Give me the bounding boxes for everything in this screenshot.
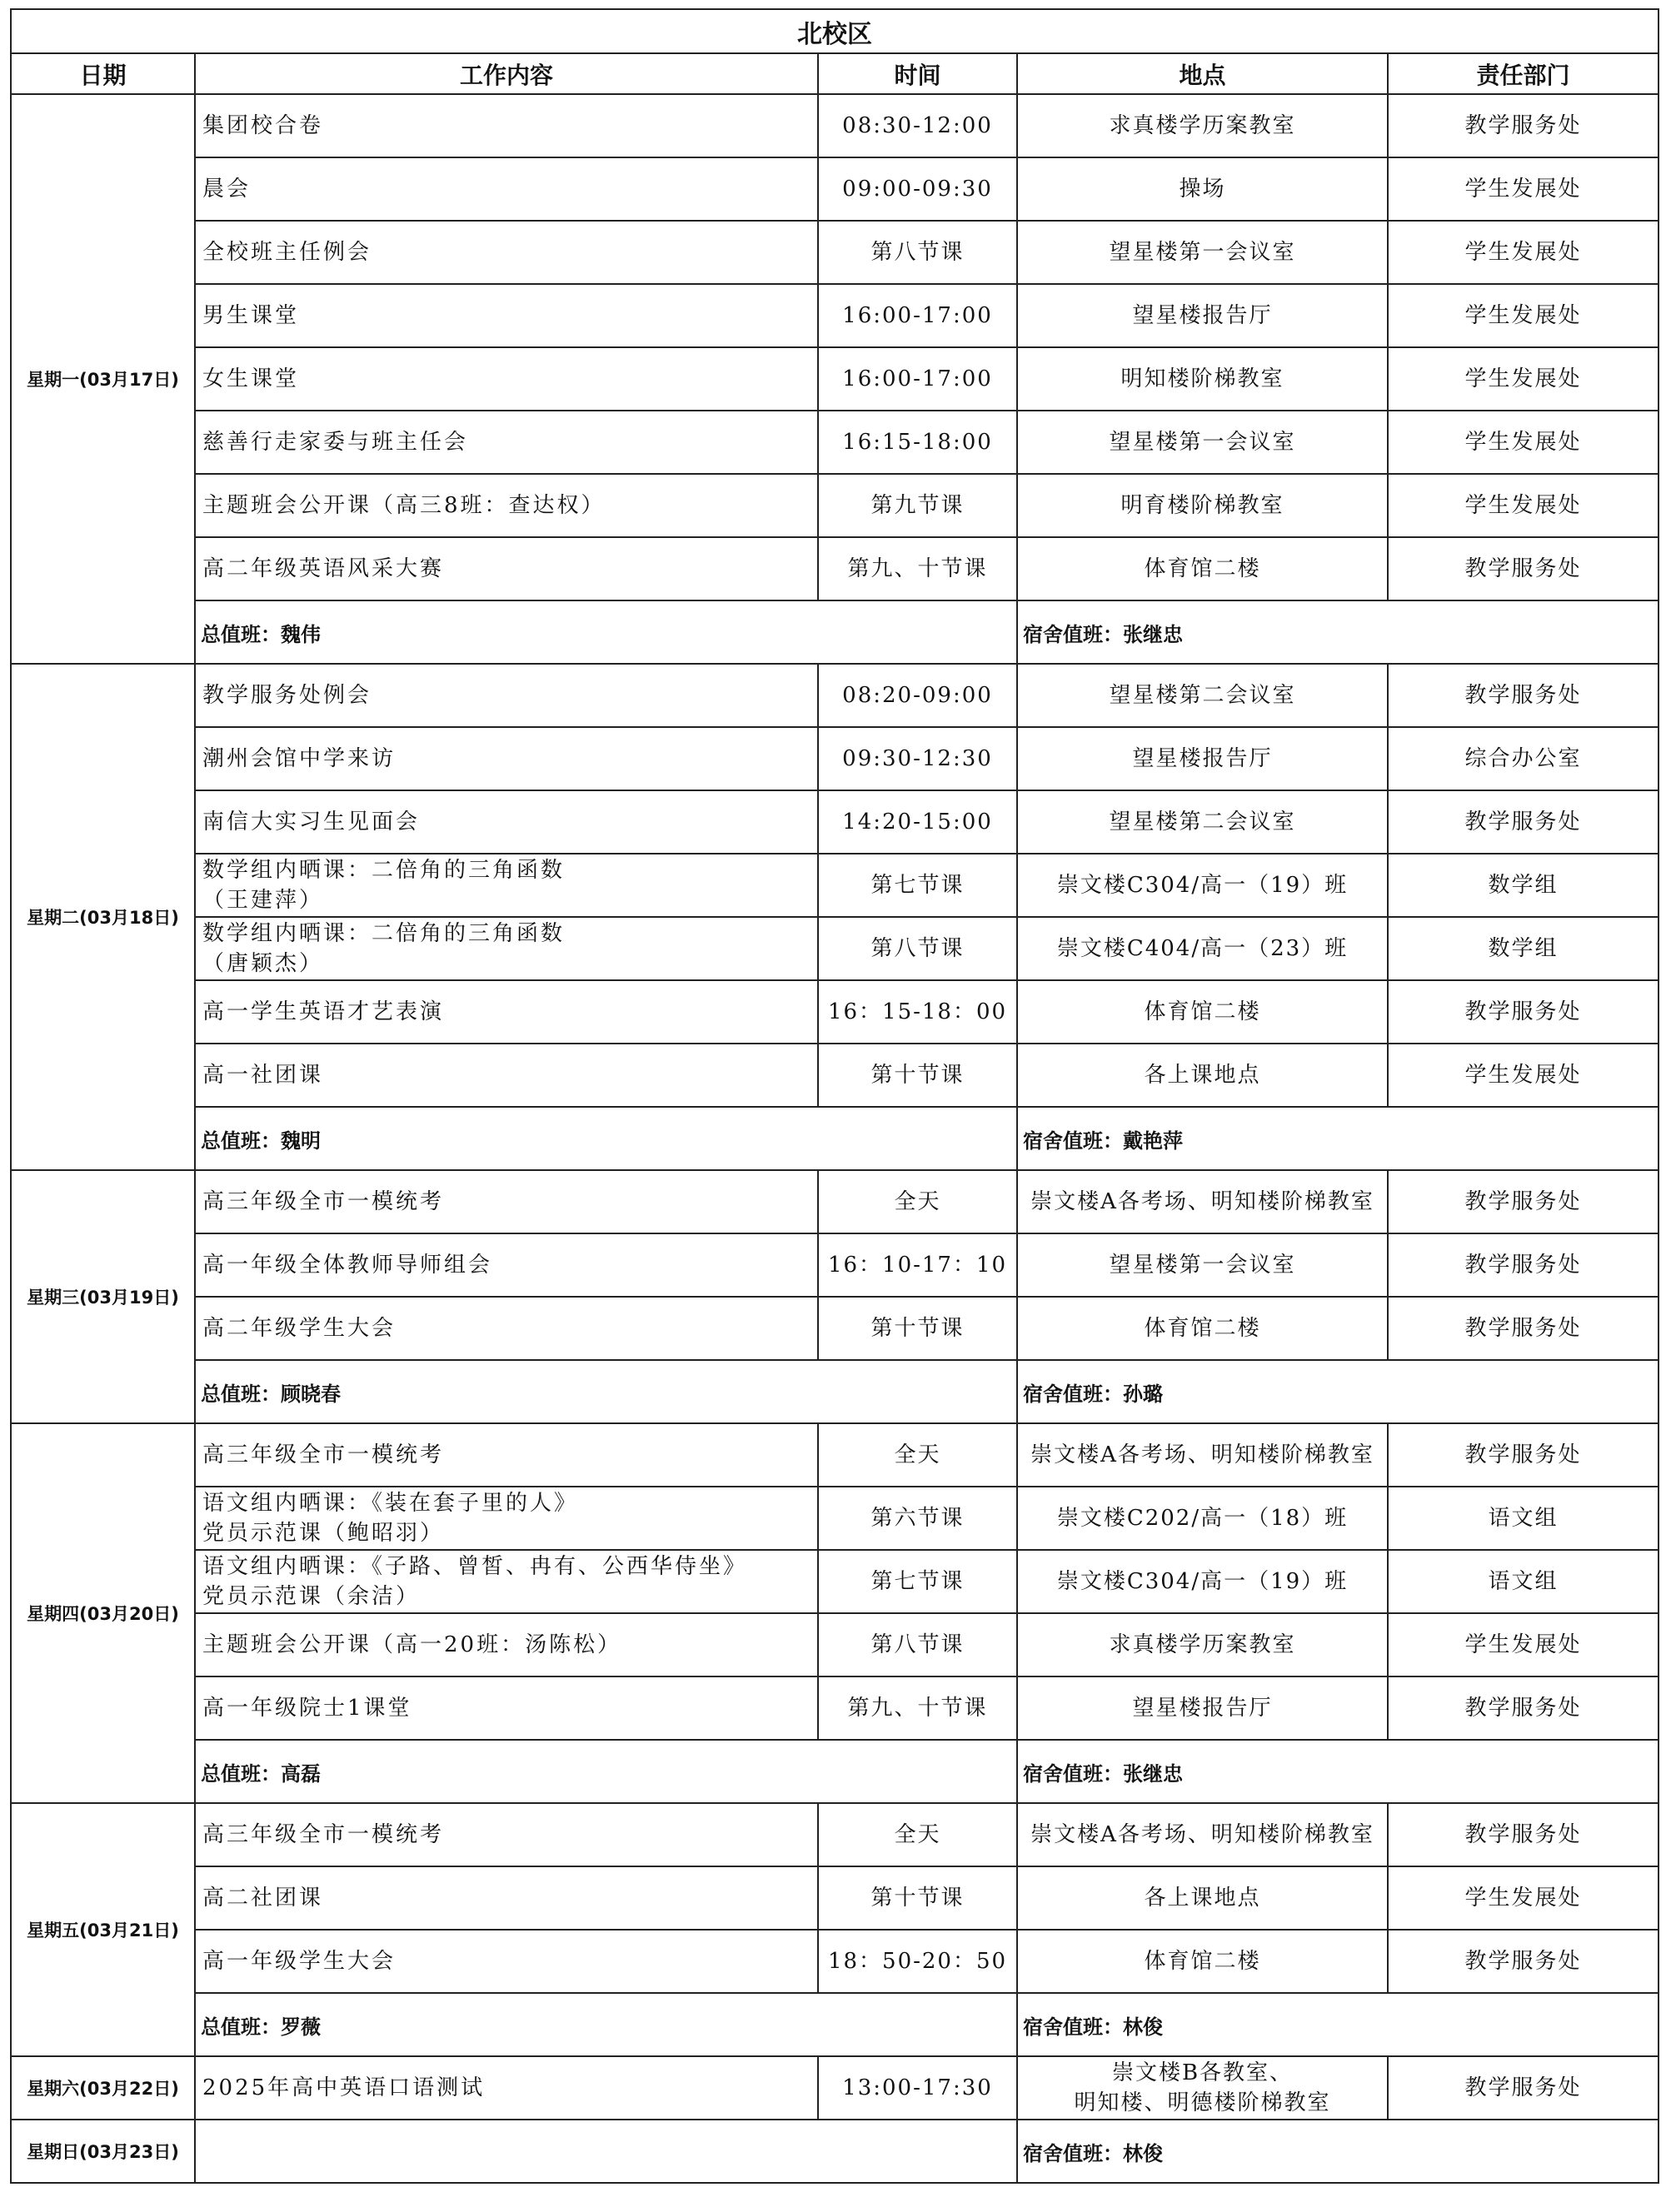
- event-content: [195, 1866, 818, 1930]
- event-row: [11, 1866, 1659, 1930]
- event-place: [1017, 1423, 1388, 1487]
- event-place: [1017, 347, 1388, 411]
- day-row: [11, 2120, 1659, 2183]
- event-time: 16:00-17:00: [818, 347, 1017, 411]
- event-place-line: 各上课地点: [1144, 1063, 1261, 1088]
- event-content: [195, 94, 818, 157]
- event-place: [1017, 474, 1388, 537]
- event-time: 09:00-09:30: [818, 157, 1017, 221]
- event-place: [1017, 790, 1388, 854]
- event-place: [1017, 980, 1388, 1044]
- event-place-line: 望星楼第二会议室: [1109, 810, 1296, 834]
- event-place: [1017, 1233, 1388, 1297]
- event-content: [195, 1044, 818, 1107]
- general-duty: 总值班：高磊: [195, 1740, 1017, 1803]
- header-content: 工作内容: [195, 53, 818, 94]
- event-dept: 教学服务处: [1388, 1930, 1659, 1993]
- dorm-duty: 宿舍值班：张继忠: [1017, 600, 1659, 664]
- event-dept: 综合办公室: [1388, 727, 1659, 790]
- event-row: [11, 347, 1659, 411]
- event-content-line: （唐颖杰）: [202, 951, 324, 976]
- event-content: [195, 1297, 818, 1360]
- event-time: 08:20-09:00: [818, 664, 1017, 727]
- event-time: 16：15-18：00: [818, 980, 1017, 1044]
- event-place-line: 望星楼报告厅: [1132, 1696, 1273, 1721]
- event-content-line: 女生课堂: [202, 366, 300, 391]
- duty-row: [11, 600, 1659, 664]
- event-time: 第七节课: [818, 1550, 1017, 1613]
- event-dept: 教学服务处: [1388, 2056, 1659, 2120]
- event-content: [195, 157, 818, 221]
- event-content: [195, 1676, 818, 1740]
- event-time: 第八节课: [818, 221, 1017, 284]
- event-time: 第六节课: [818, 1487, 1017, 1550]
- event-row: [11, 1487, 1659, 1550]
- event-row: [11, 1676, 1659, 1740]
- event-place: [1017, 727, 1388, 790]
- general-duty: 总值班：罗薇: [195, 1993, 1017, 2056]
- event-row: [11, 284, 1659, 347]
- event-content: [195, 411, 818, 474]
- event-place: [1017, 1676, 1388, 1740]
- dorm-duty: 宿舍值班：张继忠: [1017, 1740, 1659, 1803]
- event-place-line: 崇文楼C304/高一（19）班: [1056, 873, 1349, 898]
- event-place: [1017, 854, 1388, 917]
- event-place: [1017, 1487, 1388, 1550]
- event-content-line: 2025年高中英语口语测试: [202, 2075, 486, 2100]
- event-time: 16：10-17：10: [818, 1233, 1017, 1297]
- event-place-line: 望星楼第一会议室: [1109, 240, 1296, 265]
- event-place: [1017, 1866, 1388, 1930]
- event-dept: 教学服务处: [1388, 1676, 1659, 1740]
- event-time: 第十节课: [818, 1044, 1017, 1107]
- event-row: [11, 537, 1659, 600]
- event-content: [195, 1170, 818, 1233]
- event-row: [11, 474, 1659, 537]
- event-content-line: 高一学生英语才艺表演: [202, 999, 445, 1024]
- event-place-line: 操场: [1179, 177, 1226, 202]
- event-dept: 学生发展处: [1388, 411, 1659, 474]
- event-dept: 教学服务处: [1388, 1170, 1659, 1233]
- campus-title: 北校区: [11, 9, 1659, 53]
- duty-row: [11, 1993, 1659, 2056]
- event-content-line: 党员示范课（余洁）: [202, 1584, 421, 1609]
- event-place-line: 求真楼学历案教室: [1109, 1632, 1296, 1657]
- event-dept: 学生发展处: [1388, 221, 1659, 284]
- event-content-line: 高三年级全市一模统考: [202, 1189, 445, 1214]
- event-row: [11, 854, 1659, 917]
- event-place: [1017, 917, 1388, 980]
- day-date: 星期五(03月21日): [11, 1803, 195, 2056]
- event-content: [195, 1423, 818, 1487]
- event-row: [11, 157, 1659, 221]
- event-place: [1017, 157, 1388, 221]
- event-time: 16:15-18:00: [818, 411, 1017, 474]
- day-date: 星期四(03月20日): [11, 1423, 195, 1803]
- event-row: [11, 1423, 1659, 1487]
- dorm-duty: 宿舍值班：林俊: [1017, 1993, 1659, 2056]
- event-row: [11, 411, 1659, 474]
- event-time: 第十节课: [818, 1866, 1017, 1930]
- day-date: 星期六(03月22日): [11, 2056, 195, 2120]
- event-content: [195, 2056, 818, 2120]
- event-content-line: 潮州会馆中学来访: [202, 746, 397, 771]
- event-content: [195, 1930, 818, 1993]
- event-dept: 教学服务处: [1388, 1803, 1659, 1866]
- event-content: [195, 664, 818, 727]
- schedule-body: [11, 94, 1659, 2183]
- event-row: [11, 221, 1659, 284]
- event-dept: 教学服务处: [1388, 1297, 1659, 1360]
- event-dept: 学生发展处: [1388, 347, 1659, 411]
- day-date: 星期二(03月18日): [11, 664, 195, 1170]
- event-dept: 学生发展处: [1388, 284, 1659, 347]
- event-place: [1017, 1170, 1388, 1233]
- event-content-line: 高一年级全体教师导师组会: [202, 1253, 493, 1278]
- event-time: 09:30-12:30: [818, 727, 1017, 790]
- event-content: [195, 1487, 818, 1550]
- event-place-line: 望星楼第一会议室: [1109, 430, 1296, 455]
- event-content-line: 高二社团课: [202, 1886, 324, 1911]
- event-content: [195, 1803, 818, 1866]
- duty-row: [11, 1107, 1659, 1170]
- event-place-line: 崇文楼C202/高一（18）班: [1056, 1506, 1349, 1531]
- event-dept: 学生发展处: [1388, 474, 1659, 537]
- empty-cell: [195, 2120, 1017, 2183]
- event-content-line: 高一年级学生大会: [202, 1949, 397, 1974]
- event-content-line: 高二年级英语风采大赛: [202, 556, 445, 581]
- event-time: 第八节课: [818, 917, 1017, 980]
- event-content-line: 高三年级全市一模统考: [202, 1822, 445, 1847]
- event-dept: 学生发展处: [1388, 157, 1659, 221]
- event-content-line: 慈善行走家委与班主任会: [202, 430, 469, 455]
- event-place-line: 求真楼学历案教室: [1109, 113, 1296, 138]
- event-content-line: 语文组内晒课：《装在套子里的人》: [202, 1491, 579, 1516]
- event-row: [11, 790, 1659, 854]
- event-content: [195, 854, 818, 917]
- event-place-line: 崇文楼C404/高一（23）班: [1056, 936, 1349, 961]
- event-time: 第九节课: [818, 474, 1017, 537]
- event-row: [11, 1170, 1659, 1233]
- event-place-line: 明知楼阶梯教室: [1120, 366, 1284, 391]
- day-date: 星期三(03月19日): [11, 1170, 195, 1423]
- event-dept: 学生发展处: [1388, 1044, 1659, 1107]
- event-dept: 教学服务处: [1388, 790, 1659, 854]
- event-time: 第十节课: [818, 1297, 1017, 1360]
- event-time: 16:00-17:00: [818, 284, 1017, 347]
- event-row: [11, 2056, 1659, 2120]
- event-row: [11, 1550, 1659, 1613]
- event-dept: 数学组: [1388, 917, 1659, 980]
- event-content-line: 全校班主任例会: [202, 240, 372, 265]
- event-content: [195, 1550, 818, 1613]
- event-dept: 教学服务处: [1388, 1233, 1659, 1297]
- event-row: [11, 917, 1659, 980]
- event-row: [11, 1613, 1659, 1676]
- header-place: 地点: [1017, 53, 1388, 94]
- event-dept: 教学服务处: [1388, 94, 1659, 157]
- event-place-line: 崇文楼C304/高一（19）班: [1056, 1569, 1349, 1594]
- event-content-line: 南信大实习生见面会: [202, 810, 421, 834]
- event-time: 08:30-12:00: [818, 94, 1017, 157]
- event-content: [195, 221, 818, 284]
- duty-row: [11, 1360, 1659, 1423]
- event-time: 第七节课: [818, 854, 1017, 917]
- event-time: 第九、十节课: [818, 1676, 1017, 1740]
- event-place: [1017, 411, 1388, 474]
- event-dept: 语文组: [1388, 1487, 1659, 1550]
- event-place: [1017, 1044, 1388, 1107]
- event-time: 全天: [818, 1803, 1017, 1866]
- dorm-duty: 宿舍值班：孙璐: [1017, 1360, 1659, 1423]
- event-content: [195, 284, 818, 347]
- general-duty: 总值班：魏伟: [195, 600, 1017, 664]
- event-row: [11, 1930, 1659, 1993]
- event-content: [195, 474, 818, 537]
- header-date: 日期: [11, 53, 195, 94]
- event-dept: 语文组: [1388, 1550, 1659, 1613]
- dorm-duty: 宿舍值班：林俊: [1017, 2120, 1659, 2183]
- event-place-line: 明知楼、明德楼阶梯教室: [1074, 2090, 1331, 2115]
- event-content-line: 高二年级学生大会: [202, 1316, 397, 1341]
- event-time: 全天: [818, 1170, 1017, 1233]
- event-time: 18：50-20：50: [818, 1930, 1017, 1993]
- header-time: 时间: [818, 53, 1017, 94]
- event-content-line: 主题班会公开课（高一20班：汤陈松）: [202, 1632, 622, 1657]
- event-content-line: 男生课堂: [202, 303, 300, 328]
- event-content-line: 高一社团课: [202, 1063, 324, 1088]
- event-place: [1017, 537, 1388, 600]
- event-place: [1017, 1613, 1388, 1676]
- event-content: [195, 727, 818, 790]
- event-place-line: 望星楼第二会议室: [1109, 683, 1296, 708]
- event-place-line: 体育馆二楼: [1144, 556, 1261, 581]
- event-row: [11, 727, 1659, 790]
- event-place: [1017, 284, 1388, 347]
- event-place: [1017, 1297, 1388, 1360]
- event-dept: 教学服务处: [1388, 1423, 1659, 1487]
- event-time: 第九、十节课: [818, 537, 1017, 600]
- event-content: [195, 347, 818, 411]
- day-date: 星期日(03月23日): [11, 2120, 195, 2183]
- event-content-line: 数学组内晒课：二倍角的三角函数: [202, 858, 566, 883]
- event-content-line: 集团校合卷: [202, 113, 324, 138]
- event-place-line: 崇文楼A各考场、明知楼阶梯教室: [1030, 1442, 1374, 1467]
- event-place-line: 各上课地点: [1144, 1886, 1261, 1911]
- event-place-line: 望星楼报告厅: [1132, 303, 1273, 328]
- duty-row: [11, 1740, 1659, 1803]
- schedule-table: [10, 8, 1659, 2184]
- event-dept: 教学服务处: [1388, 664, 1659, 727]
- event-place-line: 崇文楼A各考场、明知楼阶梯教室: [1030, 1189, 1374, 1214]
- event-row: [11, 664, 1659, 727]
- event-content: [195, 980, 818, 1044]
- event-place: [1017, 94, 1388, 157]
- event-place-line: 崇文楼B各教室、: [1111, 2060, 1294, 2085]
- event-place: [1017, 1930, 1388, 1993]
- event-place: [1017, 2056, 1388, 2120]
- event-row: [11, 1044, 1659, 1107]
- event-time: 14:20-15:00: [818, 790, 1017, 854]
- event-content-line: 数学组内晒课：二倍角的三角函数: [202, 921, 566, 946]
- event-content-line: 晨会: [202, 177, 252, 202]
- event-place-line: 望星楼报告厅: [1132, 746, 1273, 771]
- event-content: [195, 790, 818, 854]
- event-dept: 学生发展处: [1388, 1866, 1659, 1930]
- event-content-line: 党员示范课（鲍昭羽）: [202, 1521, 445, 1546]
- event-row: [11, 1233, 1659, 1297]
- day-date: 星期一(03月17日): [11, 94, 195, 664]
- event-content: [195, 1613, 818, 1676]
- event-row: [11, 1803, 1659, 1866]
- event-content-line: 高一年级院士1课堂: [202, 1696, 412, 1721]
- event-dept: 数学组: [1388, 854, 1659, 917]
- event-time: 全天: [818, 1423, 1017, 1487]
- event-row: [11, 980, 1659, 1044]
- event-place-line: 明育楼阶梯教室: [1120, 493, 1284, 518]
- general-duty: 总值班：魏明: [195, 1107, 1017, 1170]
- event-row: [11, 94, 1659, 157]
- event-dept: 教学服务处: [1388, 537, 1659, 600]
- event-place: [1017, 664, 1388, 727]
- event-place-line: 望星楼第一会议室: [1109, 1253, 1296, 1278]
- event-place-line: 体育馆二楼: [1144, 1949, 1261, 1974]
- event-content-line: 高三年级全市一模统考: [202, 1442, 445, 1467]
- event-content-line: 教学服务处例会: [202, 683, 372, 708]
- event-time: 13:00-17:30: [818, 2056, 1017, 2120]
- event-content: [195, 917, 818, 980]
- event-content-line: （王建萍）: [202, 888, 324, 913]
- event-place-line: 体育馆二楼: [1144, 999, 1261, 1024]
- event-dept: 教学服务处: [1388, 980, 1659, 1044]
- event-place: [1017, 1803, 1388, 1866]
- event-place-line: 崇文楼A各考场、明知楼阶梯教室: [1030, 1822, 1374, 1847]
- event-content: [195, 537, 818, 600]
- event-content: [195, 1233, 818, 1297]
- event-place-line: 体育馆二楼: [1144, 1316, 1261, 1341]
- event-place: [1017, 221, 1388, 284]
- event-time: 第八节课: [818, 1613, 1017, 1676]
- event-row: [11, 1297, 1659, 1360]
- event-content-line: 主题班会公开课（高三8班：查达权）: [202, 493, 606, 518]
- event-content-line: 语文组内晒课：《子路、曾皙、冉有、公西华侍坐》: [202, 1554, 748, 1579]
- dorm-duty: 宿舍值班：戴艳萍: [1017, 1107, 1659, 1170]
- schedule-sheet: [10, 8, 1658, 2184]
- header-dept: 责任部门: [1388, 53, 1659, 94]
- general-duty: 总值班：顾晓春: [195, 1360, 1017, 1423]
- event-dept: 学生发展处: [1388, 1613, 1659, 1676]
- event-place: [1017, 1550, 1388, 1613]
